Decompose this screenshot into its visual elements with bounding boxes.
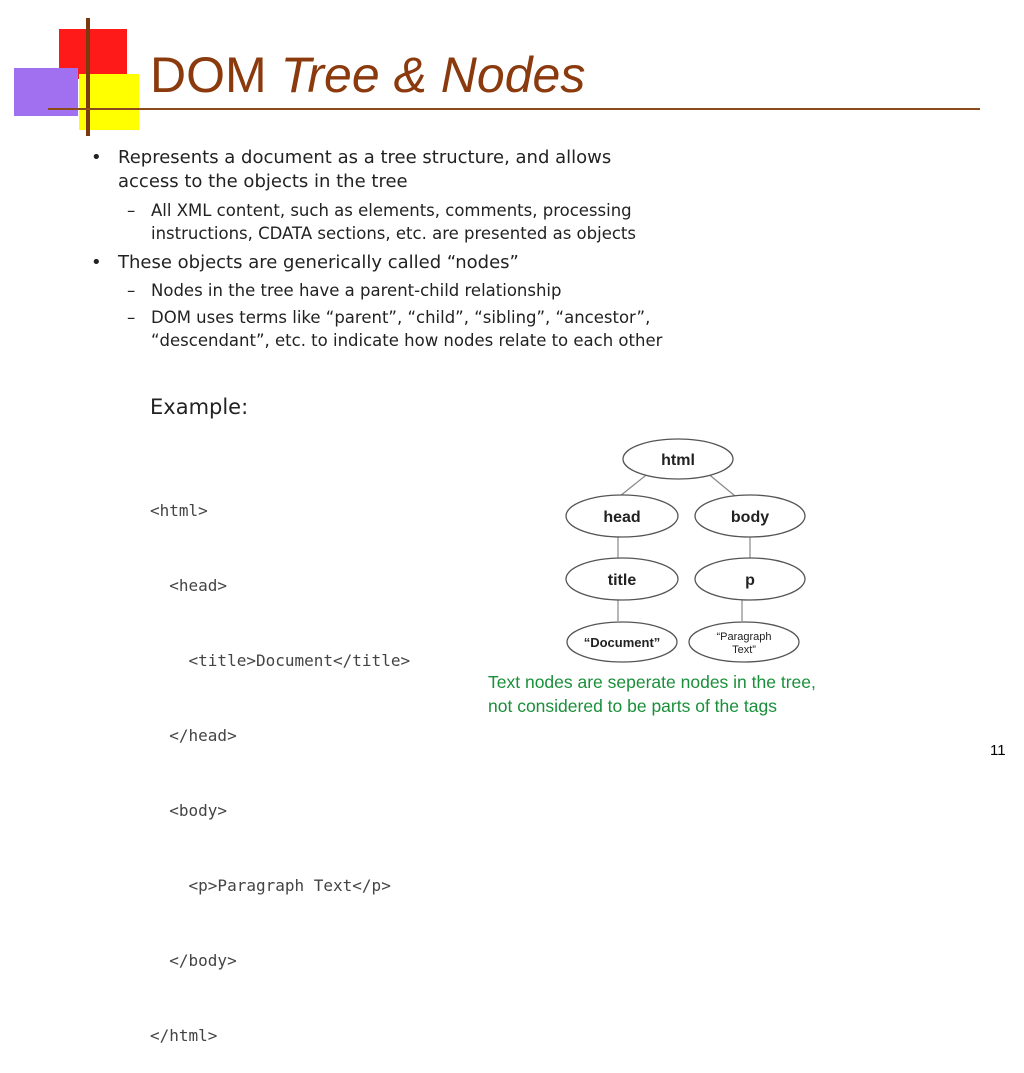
code-line: <body> — [150, 801, 228, 820]
node-html-label: html — [661, 452, 695, 469]
subbullet-text-line: instructions, CDATA sections, etc. are presented as objects — [151, 224, 636, 243]
subbullet-text-line: Nodes in the tree have a parent-child relationship — [151, 281, 562, 300]
node-text-paragraph-label-line1: “Paragraph — [716, 631, 772, 643]
bullet-dot-icon: • — [91, 252, 102, 273]
code-line: <head> — [150, 576, 228, 595]
code-line: </head> — [150, 726, 237, 745]
decorative-vertical-line — [86, 18, 90, 136]
bullet-dot-icon: • — [91, 147, 102, 168]
bullet-text-line: These objects are generically called “nodes” — [118, 252, 519, 273]
code-block — [150, 448, 410, 1073]
node-text-document-label: “Document” — [583, 635, 661, 650]
node-title-label: title — [607, 572, 637, 589]
note-line: Text nodes are seperate nodes in the tree, — [488, 672, 816, 692]
node-head-label: head — [603, 509, 641, 526]
note-line: not considered to be parts of the tags — [488, 696, 777, 716]
slide-title-main: DOM — [150, 47, 267, 103]
bullet-item — [91, 251, 519, 275]
slide-title — [150, 47, 586, 103]
code-line: <p>Paragraph Text</p> — [150, 876, 391, 895]
slide-title-italic: Tree & Nodes — [280, 47, 586, 103]
subbullet-item — [127, 199, 636, 245]
dash-icon: – — [127, 281, 136, 300]
subbullet-item — [127, 306, 663, 352]
example-label: Example: — [150, 395, 249, 419]
bullet-item — [91, 146, 612, 194]
node-text-paragraph-label-line2: Text” — [732, 644, 756, 656]
code-line: <title>Document</title> — [150, 651, 411, 670]
subbullet-text-line: DOM uses terms like “parent”, “child”, “sibling”, “ancestor”, — [151, 308, 651, 327]
subbullet-item — [127, 279, 562, 302]
dom-tree-diagram — [560, 430, 820, 670]
node-body-label: body — [730, 509, 770, 526]
page-number: 11 — [990, 742, 1006, 759]
dash-icon: – — [127, 201, 136, 220]
node-p-label: p — [745, 572, 755, 589]
code-line: </html> — [150, 1026, 218, 1045]
bullet-text-line: access to the objects in the tree — [118, 171, 408, 192]
text-nodes-note — [488, 670, 816, 718]
code-line: <html> — [150, 501, 208, 520]
title-underline — [48, 108, 980, 110]
subbullet-text-line: All XML content, such as elements, comments, processing — [151, 201, 632, 220]
code-line: </body> — [150, 951, 237, 970]
bullet-text-line: Represents a document as a tree structure, and allows — [118, 147, 612, 168]
dash-icon: – — [127, 308, 136, 327]
subbullet-text-line: “descendant”, etc. to indicate how nodes relate to each other — [151, 331, 663, 350]
